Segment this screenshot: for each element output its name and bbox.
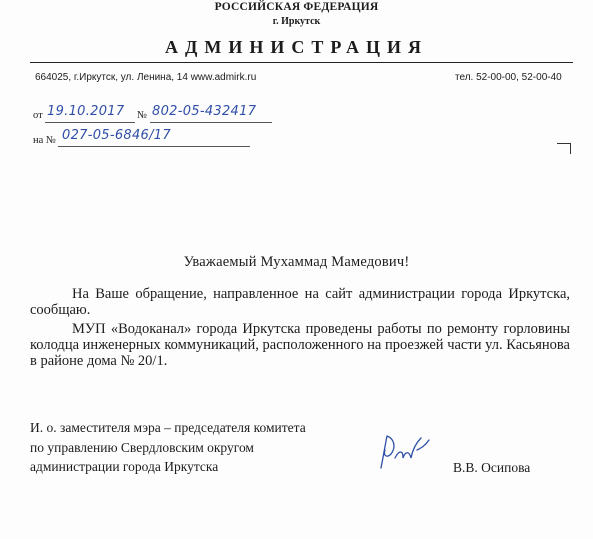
- handwritten-reply-number: 027-05-6846/17: [62, 128, 171, 143]
- signer-title-line-1: И. о. заместителя мэра – председателя комитета: [30, 420, 306, 435]
- addressee-corner-mark: [557, 143, 571, 154]
- letterhead-city: г. Иркутск: [272, 16, 321, 27]
- greeting: Уважаемый Мухаммад Мамедович!: [183, 254, 410, 270]
- handwritten-signature: [373, 428, 433, 474]
- date-underline: [45, 122, 135, 123]
- signer-title-line-3: администрации города Иркутска: [30, 459, 219, 474]
- header-divider: [30, 62, 573, 63]
- number-label: №: [137, 110, 148, 121]
- handwritten-date: 19.10.2017: [47, 104, 125, 119]
- signer-name: В.В. Осипова: [453, 460, 531, 475]
- number-underline: [150, 122, 272, 123]
- body-paragraph-1: На Ваше обращение, направленное на сайт администрации города Иркутска, сообщаю.: [30, 286, 570, 318]
- signer-title-line-2: по управлению Свердловским округом: [30, 440, 254, 455]
- redacted-addressee: [318, 140, 553, 235]
- reply-label: на №: [33, 135, 56, 146]
- reply-underline: [58, 146, 250, 147]
- letterhead-country: РОССИЙСКАЯ ФЕДЕРАЦИЯ: [214, 1, 379, 13]
- letterhead-org: АДМИНИСТРАЦИЯ: [164, 37, 429, 57]
- letterhead-phone: тел. 52-00-00, 52-00-40: [455, 72, 562, 83]
- handwritten-number: 802-05-432417: [152, 104, 257, 119]
- from-label: от: [33, 110, 43, 121]
- letterhead-address: 664025, г.Иркутск, ул. Ленина, 14 www.admirk.ru: [35, 72, 257, 83]
- body-paragraph-2: МУП «Водоканал» города Иркутска проведены работы по ремонту горловины колодца инженерных коммуникаций, расположенного на проезжей части ул. Касьянова в районе дома № 20/1.: [30, 321, 570, 369]
